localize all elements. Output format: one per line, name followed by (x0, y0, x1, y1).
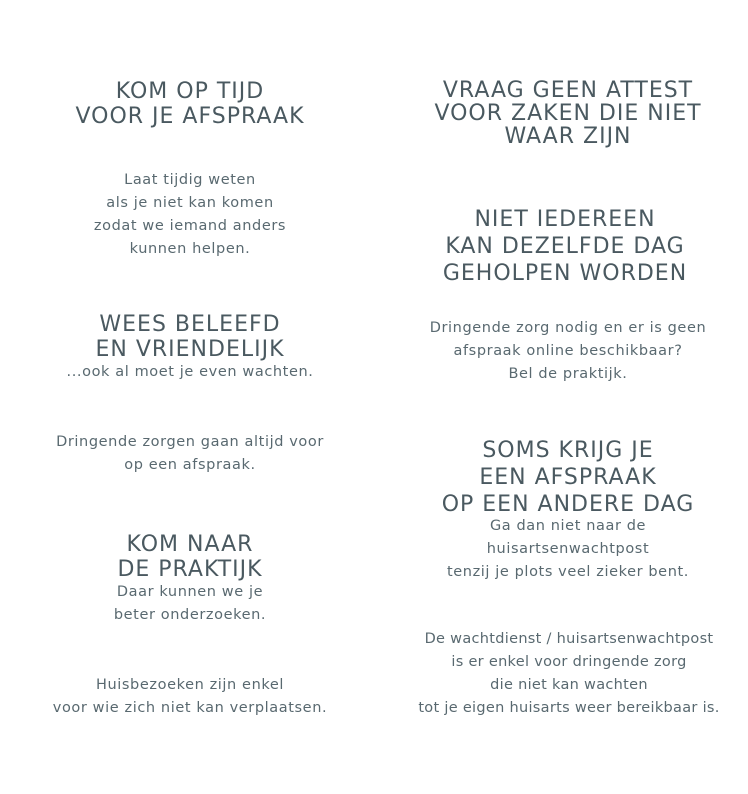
section-polite (40, 312, 340, 384)
heading-same-day: NIET IEDEREEN KAN DEZELFDE DAG GEHOLPEN WORDEN (442, 207, 688, 286)
text-urgent: Dringende zorgen gaan altijd voor op een afspraak. (56, 434, 324, 473)
text-polite: ...ook al moet je even wachten. (66, 364, 314, 380)
section-certificate (408, 79, 728, 148)
section-same-day (405, 206, 725, 287)
heading-polite: WEES BELEEFD EN VRIENDELIJK (95, 312, 285, 362)
text-home-visits: Huisbezoeken zijn enkel voor wie zich niet kan verplaatsen. (52, 677, 328, 716)
text-other-day: Ga dan niet naar de huisartsenwachtpost tenzij je plots veel zieker bent. (447, 518, 689, 580)
section-other-day (398, 437, 738, 584)
text-on-time: Laat tijdig weten als je niet kan komen zodat we iemand anders kunnen helpen. (93, 172, 287, 257)
heading-other-day: SOMS KRIJG JE EEN AFSPRAAK OP EEN ANDERE DAG (441, 438, 695, 517)
section-on-time (40, 79, 340, 129)
section-come (40, 532, 340, 627)
text-call: Dringende zorg nodig en er is geen afspraak online beschikbaar? Bel de praktijk. (429, 320, 707, 382)
heading-certificate: VRAAG GEEN ATTEST VOOR ZAKEN DIE NIET WAAR ZIJN (434, 78, 702, 149)
text-come: Daar kunnen we je beter onderzoeken. (113, 584, 267, 623)
heading-come: KOM NAAR DE PRAKTIJK (117, 532, 263, 582)
text-on-call: De wachtdienst / huisartsenwachtpost is er enkel voor dringende zorg die niet kan wachten tot je eigen huisarts weer bereikbaar is. (418, 631, 720, 716)
heading-on-time: KOM OP TIJD VOOR JE AFSPRAAK (75, 79, 305, 129)
